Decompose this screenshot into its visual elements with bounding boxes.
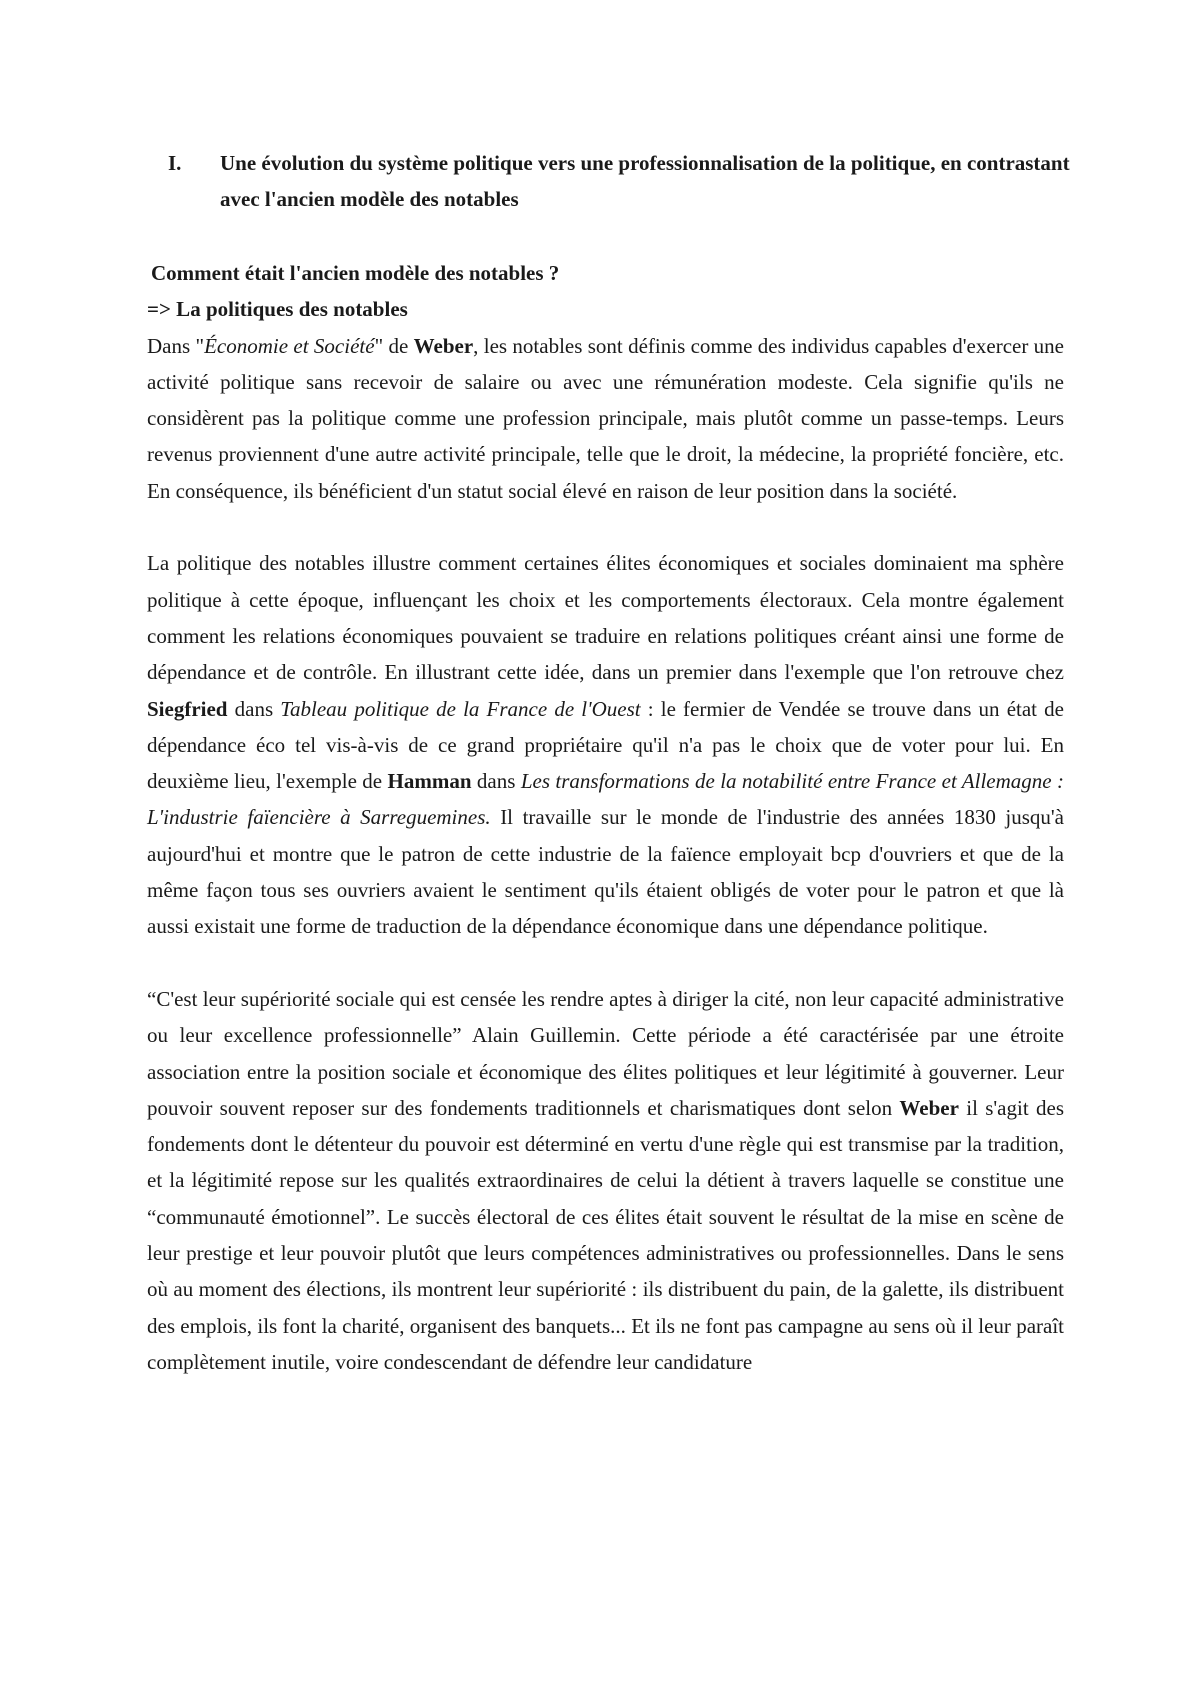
- subheading: => La politiques des notables: [147, 297, 408, 322]
- author-name: Siegfried: [147, 696, 228, 721]
- author-name: Weber: [899, 1095, 959, 1120]
- text-run: “C'est leur supériorité sociale qui est censée les rendre aptes à diriger la cité, non leur capacité administrative ou leur excellence professionnelle” Alain Guillemin. Cette période a été caractérisée par une étroite association entre la position sociale et économique des élites politiques et leur légitimité à gouverner. Leur pouvoir souvent reposer sur des fondements traditionnels et charismatiques dont selon: [147, 986, 1064, 1120]
- text-run: dans: [471, 769, 521, 794]
- paragraph-gap: [147, 945, 1064, 981]
- text-run: Dans ": [147, 333, 205, 358]
- book-title: Les transformations de la notabilité entre France et Allemagne : L'industrie faïencière à Sarreguemines.: [147, 769, 1064, 830]
- question-heading: Comment était l'ancien modèle des notables ?: [151, 261, 560, 285]
- text-run: dans: [227, 696, 281, 721]
- text-run: La politique des notables illustre comment certaines élites économiques et sociales dominaient ma sphère politique à cette époque, influençant les choix et les comportements électoraux. Cela montre également comment les relations économiques pouvaient se traduire en relations politiques créant ainsi une forme de dépendance et de contrôle. En illustrant cette idée, dans un premier dans l'exemple que l'on retrouve chez: [147, 551, 1064, 685]
- author-name: Weber: [413, 333, 474, 358]
- section-title: Une évolution du système politique vers une professionnalisation de la politique, en contrastant avec l'ancien modèle des notables: [220, 151, 1070, 211]
- book-title: Économie et Société: [204, 333, 375, 358]
- paragraph-gap: [147, 509, 1064, 545]
- author-name: Hamman: [387, 769, 472, 794]
- text-run: : le fermier de Vendée se trouve dans un état de dépendance éco tel vis-à-vis de ce grand propriétaire qu'il n'a pas le choix que de voter pour lui. En deuxième lieu, l'exemple de: [147, 696, 1064, 794]
- paragraph-3: [147, 981, 1064, 1380]
- text-run: " de: [374, 333, 414, 358]
- text-run: , les notables sont définis comme des individus capables d'exercer une activité politique sans recevoir de salaire ou avec une rémunération modeste. Cela signifie qu'ils ne considèrent pas la politique comme une profession principale, mais plutôt comme un passe-temps. Leurs revenus proviennent d'une autre activité principale, telle que le droit, la médecine, la propriété foncière, etc. En conséquence, ils bénéficient d'un statut social élevé en raison de leur position dans la société.: [147, 333, 1064, 503]
- paragraph-1: [147, 328, 1064, 509]
- section-number: I.: [168, 151, 182, 175]
- document-body: [147, 255, 1064, 1380]
- book-title: Tableau politique de la France de l'Ouest: [280, 696, 641, 721]
- text-run: Il travaille sur le monde de l'industrie des années 1830 jusqu'à aujourd'hui et montre que le patron de cette industrie de la faïence employait bcp d'ouvriers et que de la même façon tous ses ouvriers avaient le sentiment qu'ils étaient obligés de voter pour le patron et que là aussi existait une forme de traduction de la dépendance économique dans une dépendance politique.: [147, 805, 1064, 939]
- paragraph-2: [147, 545, 1064, 944]
- text-run: il s'agit des fondements dont le détenteur du pouvoir est déterminé en vertu d'une règle qui est transmise par la tradition, et la légitimité repose sur les qualités extraordinaires de celui la détient à travers laquelle se constitue une “communauté émotionnel”. Le succès électoral de ces élites était souvent le résultat de la mise en scène de leur prestige et leur pouvoir plutôt que leurs compétences administratives ou professionnelles. Dans le sens où au moment des élections, ils montrent leur supériorité : ils distribuent du pain, de la galette, ils distribuent des emplois, ils font la charité, organisent des banquets... Et ils ne font pas campagne au sens où il leur paraît complètement inutile, voire condescendant de défendre leur candidature: [147, 1095, 1064, 1374]
